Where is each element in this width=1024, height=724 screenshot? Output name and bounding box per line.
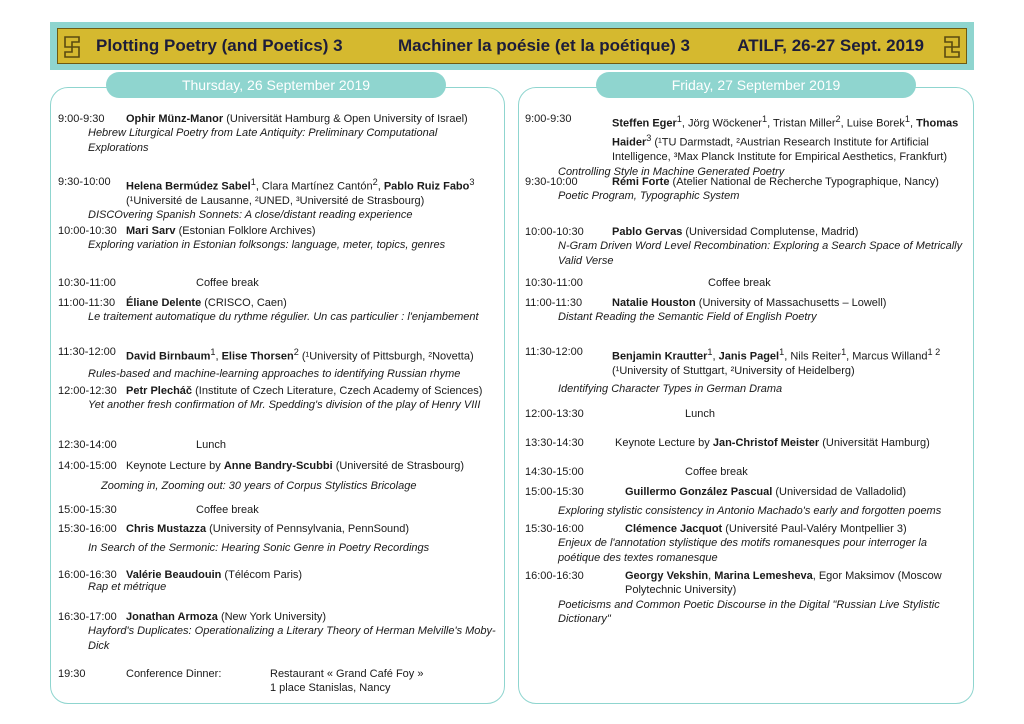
affiliation: (Institute of Czech Literature, Czech Academy of Sciences): [192, 385, 483, 397]
time-slot: 12:30-14:00: [58, 439, 117, 451]
superscript: 2: [293, 347, 299, 357]
affiliation: (Estonian Folklore Archives): [175, 225, 316, 237]
affiliation: (University of Massachusetts – Lowell): [695, 297, 887, 309]
talk-title: Rules-based and machine-learning approaches to identifying Russian rhyme: [88, 368, 461, 381]
talk-title: Poetic Program, Typographic System: [558, 190, 740, 203]
banner-plate: [57, 28, 967, 64]
break-label: Coffee break: [685, 466, 748, 478]
schedule-entry: [58, 459, 498, 494]
schedule-entry: [58, 667, 498, 696]
affiliation: (Université Paul-Valéry Montpellier 3): [722, 523, 907, 535]
schedule-entry: [58, 175, 498, 223]
schedule-entry: [58, 276, 498, 290]
schedule-entry: [58, 384, 498, 413]
superscript: 1: [841, 347, 847, 357]
talk-title: Enjeux de l'annotation stylistique des motifs romanesques pour interroger la poétique des textes romanesque: [558, 537, 927, 564]
time-slot: 9:00-9:30: [58, 113, 105, 125]
time-slot: 15:00-15:30: [58, 504, 117, 516]
schedule-entry: [58, 438, 498, 452]
speaker-name: Elise Thorsen: [221, 350, 294, 363]
time-slot: 12:00-13:30: [525, 408, 584, 420]
affiliation: (¹University of Stuttgart, ²University of Heidelberg): [612, 365, 855, 378]
affiliation: (University of Pennsylvania, PennSound): [206, 523, 410, 535]
time-slot: 10:00-10:30: [525, 226, 584, 238]
speaker-name: Mari Sarv: [126, 225, 176, 237]
speaker-name: Benjamin Krautter: [612, 350, 708, 363]
dinner-venue: Restaurant « Grand Café Foy »: [270, 668, 424, 680]
talk-title: Controlling Style in Machine Generated Poetry: [558, 165, 785, 178]
co-author: , Nils Reiter: [784, 350, 842, 363]
speaker-name: Marina Lemesheva: [714, 570, 813, 582]
talk-title: Hebrew Liturgical Poetry from Late Antiquity: Preliminary Computational Explorations: [88, 127, 438, 154]
schedule-entry: [58, 112, 498, 155]
co-author: , Marcus Willand: [846, 350, 928, 363]
schedule-entry: [525, 522, 971, 565]
co-author: , Jörg Wöckener: [681, 117, 762, 130]
speaker-name: Natalie Houston: [612, 297, 696, 309]
time-slot: 16:30-17:00: [58, 611, 117, 623]
speaker-name: Helena Bermúdez Sabel: [126, 180, 251, 193]
schedule-entry: [525, 175, 971, 204]
superscript: 2: [835, 114, 841, 124]
schedule-entry: [58, 296, 498, 325]
speaker-name: Anne Bandry-Scubbi: [223, 460, 333, 472]
superscript: 3: [646, 133, 652, 144]
schedule-entry: [525, 485, 971, 519]
talk-title: N-Gram Driven Word Level Recombination: Exploring a Search Space of Metrically Valid Verse: [558, 240, 963, 267]
talk-title: Poeticisms and Common Poetic Discourse in the Digital "Russian Live Stylistic Dictionary": [558, 598, 940, 626]
schedule-entry: [525, 296, 971, 325]
speaker-name: Clémence Jacquot: [625, 523, 723, 535]
speaker-name: Steffen Eger: [612, 117, 677, 130]
time-slot: 9:00-9:30: [525, 113, 572, 125]
break-label: Lunch: [685, 408, 715, 420]
speaker-name: Thomas Haider: [612, 117, 959, 149]
keynote-prefix: Keynote Lecture by: [615, 437, 713, 449]
superscript: 2: [372, 177, 378, 187]
ornament-right-icon: [941, 33, 963, 61]
time-slot: 15:00-15:30: [525, 486, 584, 498]
affiliation: (CRISCO, Caen): [201, 297, 287, 309]
talk-title: Exploring variation in Estonian folksongs: language, meter, topics, genres: [88, 239, 446, 252]
superscript: 1: [707, 347, 713, 357]
affiliation: (Universität Hamburg & Open University of Israel): [223, 113, 468, 125]
speaker-name: Pablo Ruiz Fabo: [383, 180, 470, 193]
time-slot: 14:00-15:00: [58, 460, 117, 472]
dinner-address: 1 place Stanislas, Nancy: [270, 682, 391, 695]
affiliation: , Egor Maksimov (Moscow Polytechnic University): [625, 570, 942, 597]
time-slot: 16:00-16:30: [58, 569, 117, 581]
time-slot: 9:30-10:00: [525, 176, 578, 188]
time-slot: 14:30-15:00: [525, 466, 584, 478]
speaker-name: Chris Mustazza: [126, 523, 207, 535]
speaker-name: Jan-Christof Meister: [712, 437, 820, 449]
header-banner: [50, 22, 974, 70]
speaker-name: Valérie Beaudouin: [126, 569, 222, 581]
talk-title: Yet another fresh confirmation of Mr. Spedding's division of the play of Henry VIII: [88, 399, 481, 412]
time-slot: 11:30-12:00: [525, 346, 583, 358]
speaker-name: Janis Pagel: [718, 350, 780, 363]
affiliation: (Universidad de Valladolid): [772, 486, 907, 498]
dinner-label: Conference Dinner:: [126, 668, 222, 680]
talk-title: In Search of the Sermonic: Hearing Sonic Genre in Poetry Recordings: [88, 542, 430, 555]
schedule-entry: [58, 503, 498, 517]
superscript: 1: [904, 114, 910, 124]
time-slot: 15:30-16:00: [525, 523, 584, 535]
affiliation: (Université de Strasbourg): [332, 460, 465, 472]
schedule-entry: [525, 436, 971, 450]
time-slot: 11:30-12:00: [58, 346, 116, 358]
ornament-left-icon: [61, 33, 83, 61]
time-slot: 11:00-11:30: [58, 297, 116, 309]
schedule-entry: [525, 345, 971, 397]
separator: ,: [712, 350, 719, 363]
separator: ,: [708, 570, 715, 582]
time-slot: 10:30-11:00: [58, 277, 116, 289]
co-author: , Tristan Miller: [767, 117, 836, 130]
talk-title: Exploring stylistic consistency in Antonio Machado's early and forgotten poems: [558, 505, 942, 518]
co-author: , Clara Martínez Cantón: [255, 180, 373, 193]
time-slot: 16:00-16:30: [525, 570, 584, 582]
superscript: 1: [676, 114, 682, 124]
schedule-entry: [525, 407, 971, 421]
schedule-entry: [58, 610, 498, 653]
time-slot: 11:00-11:30: [525, 297, 583, 309]
speaker-name: Georgy Vekshin: [625, 570, 709, 582]
schedule-entry: [58, 522, 498, 556]
superscript: 1: [250, 177, 256, 187]
speaker-name: Ophir Münz-Manor: [126, 113, 224, 125]
superscript: 1: [779, 347, 785, 357]
affiliation: (¹Université de Lausanne, ²UNED, ³Université de Strasbourg): [126, 195, 425, 208]
separator: ,: [909, 117, 917, 130]
separator: ,: [215, 350, 222, 363]
talk-title: Distant Reading the Semantic Field of English Poetry: [558, 311, 817, 324]
time-slot: 10:00-10:30: [58, 225, 117, 237]
time-slot: 9:30-10:00: [58, 176, 111, 188]
schedule-entry: [525, 225, 971, 268]
banner-title-french: Machiner la poésie (et la poétique) 3: [398, 36, 690, 55]
schedule-entry: [525, 465, 971, 479]
schedule-entry: [58, 568, 498, 595]
talk-title: Identifying Character Types in German Drama: [558, 383, 783, 396]
banner-venue-date: ATILF, 26-27 Sept. 2019: [737, 36, 924, 55]
speaker-name: Rémi Forte: [612, 176, 670, 188]
time-slot: 12:00-12:30: [58, 385, 117, 397]
time-slot: 13:30-14:30: [525, 437, 584, 449]
speaker-name: Guillermo González Pascual: [625, 486, 773, 498]
schedule-entry: [525, 112, 971, 179]
talk-title: Le traitement automatique du rythme régulier. Un cas particulier : l'enjambement: [88, 311, 479, 324]
superscript: 1 2: [927, 347, 941, 357]
break-label: Coffee break: [196, 277, 259, 289]
break-label: Lunch: [196, 439, 226, 451]
talk-title: Hayford's Duplicates: Operationalizing a Literary Theory of Herman Melville's Moby-Dick: [88, 625, 496, 652]
co-author: , Luise Borek: [840, 117, 905, 130]
affiliation: (¹University of Pittsburgh, ²Novetta): [298, 350, 474, 363]
speaker-name: Pablo Gervas: [612, 226, 683, 238]
affiliation: (New York University): [217, 611, 327, 623]
speaker-name: Éliane Delente: [126, 297, 202, 309]
talk-title: Zooming in, Zooming out: 30 years of Corpus Stylistics Bricolage: [101, 480, 417, 493]
affiliation: (Télécom Paris): [221, 569, 303, 581]
affiliation: (Atelier National de Recherche Typographique, Nancy): [669, 176, 939, 188]
speaker-name: David Birnbaum: [126, 350, 211, 363]
talk-title: DISCOvering Spanish Sonnets: A close/distant reading experience: [88, 209, 413, 222]
schedule-entry: [525, 569, 971, 627]
time-slot: 15:30-16:00: [58, 523, 117, 535]
schedule-entry: [525, 276, 971, 290]
schedule-entry: [58, 345, 498, 381]
schedule-entry: [58, 224, 498, 253]
superscript: 1: [761, 114, 768, 124]
break-label: Coffee break: [708, 277, 771, 289]
affiliation: (Universidad Complutense, Madrid): [682, 226, 859, 238]
superscript: 1: [210, 347, 216, 357]
superscript: 3: [469, 177, 475, 187]
thursday-heading: Thursday, 26 September 2019: [106, 72, 446, 98]
speaker-name: Petr Plecháč: [126, 385, 193, 397]
speaker-name: Jonathan Armoza: [126, 611, 218, 623]
friday-heading: Friday, 27 September 2019: [596, 72, 916, 98]
time-slot: 19:30: [58, 668, 86, 680]
affiliation: (¹TU Darmstadt, ²Austrian Research Institute for Artificial Intelligence, ³Max Planck Institute for Empirical Aesthetics, Frankfurt): [612, 136, 948, 164]
separator: ,: [377, 180, 384, 193]
time-slot: 10:30-11:00: [525, 277, 583, 289]
break-label: Coffee break: [196, 504, 259, 516]
affiliation: (Universität Hamburg): [819, 437, 930, 449]
banner-title-english: Plotting Poetry (and Poetics) 3: [96, 36, 343, 55]
keynote-prefix: Keynote Lecture by: [126, 460, 224, 472]
talk-title: Rap et métrique: [88, 581, 167, 594]
